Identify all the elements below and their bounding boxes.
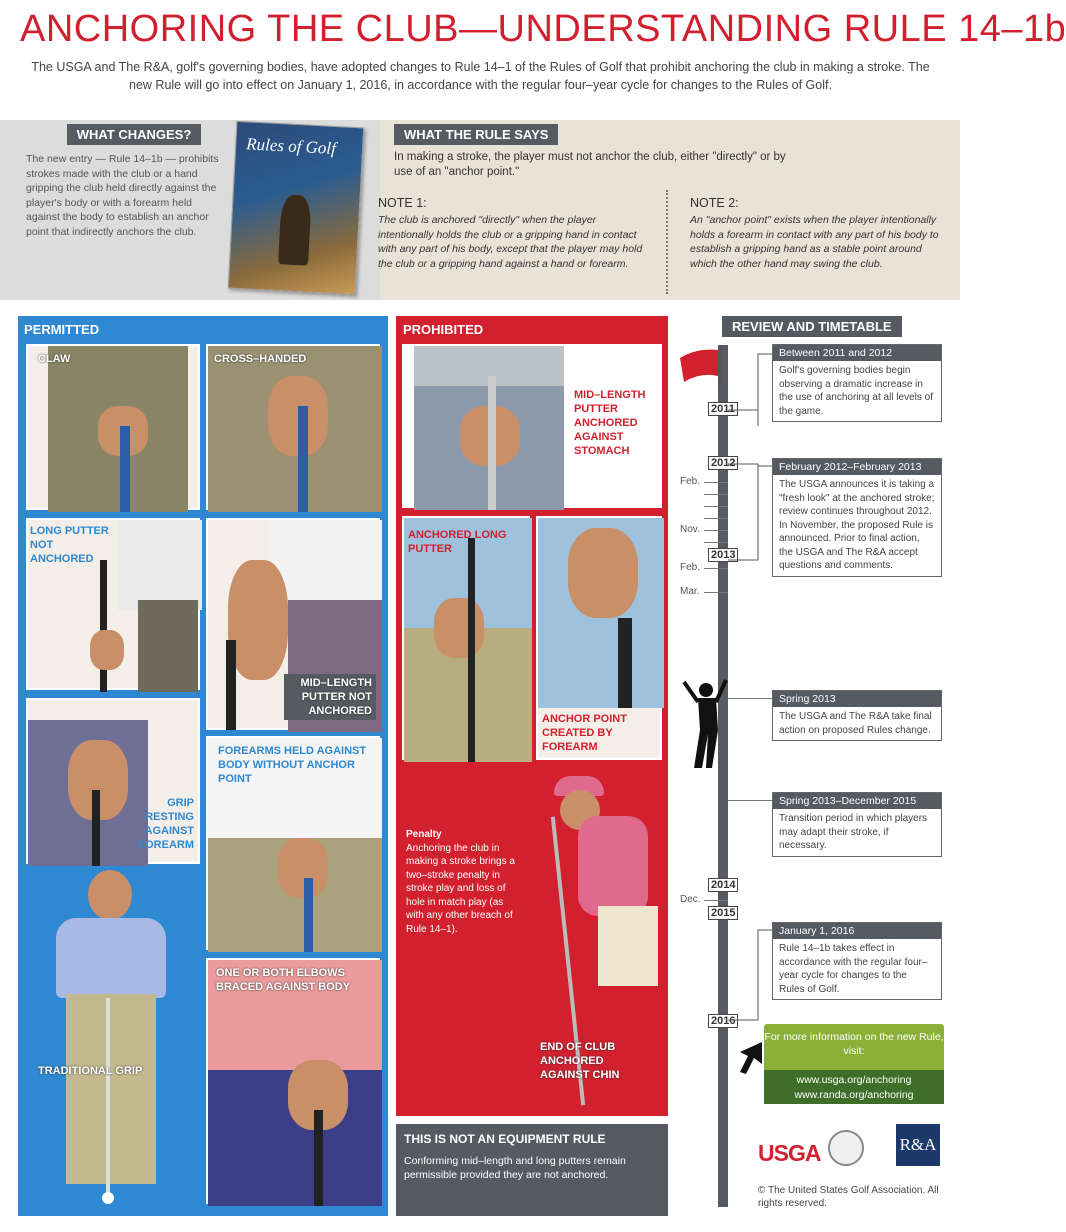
randa-link[interactable]: www.randa.org/anchoring bbox=[794, 1089, 914, 1101]
timeline-bracket-2 bbox=[728, 460, 776, 580]
event-text: Rule 14–1b takes effect in accordance with the regular four–year cycle for changes to the Rules of Golf. bbox=[779, 943, 928, 995]
event-heading: January 1, 2016 bbox=[773, 923, 941, 939]
note-2-label: NOTE 2: bbox=[690, 196, 739, 210]
equipment-heading: THIS IS NOT AN EQUIPMENT RULE bbox=[404, 1132, 606, 1146]
tick bbox=[704, 518, 728, 519]
cursor-arrow-icon bbox=[736, 1040, 766, 1076]
year-2012: 2012 bbox=[708, 456, 738, 470]
more-info-box bbox=[764, 1024, 944, 1104]
more-info-links bbox=[764, 1070, 944, 1104]
timeline-bracket-3 bbox=[728, 926, 776, 1026]
claw-caption: CLAW bbox=[38, 353, 71, 365]
equipment-box bbox=[396, 1124, 668, 1216]
month-nov-2012: Nov. bbox=[680, 524, 700, 535]
note-2 bbox=[690, 196, 940, 271]
timeline-pole bbox=[718, 345, 728, 1207]
tick bbox=[704, 542, 728, 543]
tick-dec bbox=[704, 900, 728, 901]
traditional-grip-caption: TRADITIONAL GRIP bbox=[38, 1065, 143, 1077]
cross-handed-photo bbox=[206, 344, 380, 510]
note-1 bbox=[378, 196, 648, 271]
connector-spring-2013 bbox=[728, 698, 772, 699]
what-changes-heading-wrap bbox=[52, 124, 216, 145]
penalty-heading: Penalty bbox=[406, 829, 442, 840]
intro-text: The USGA and The R&A, golf's governing bodies, have adopted changes to Rule 14–1 of the Rules of Golf that prohibit anchoring the club in making a stroke. The new Rule will go into effect on January 1, 2016, in accordance with the regular four–year cycle for changes to the Rules of Golf. bbox=[31, 60, 930, 92]
year-2013: 2013 bbox=[708, 548, 738, 562]
long-putter-caption: LONG PUTTER NOT ANCHORED bbox=[30, 525, 109, 565]
tick-mar bbox=[704, 592, 728, 593]
cross-handed-caption: CROSS–HANDED bbox=[214, 353, 307, 365]
rule-says-heading: WHAT THE RULE SAYS bbox=[394, 124, 558, 145]
penalty-text: Anchoring the club in making a stroke brings a two–stroke penalty in stroke play and loss of hole in match play (as with any other breach of Rule 14–1). bbox=[406, 842, 515, 935]
event-heading: Spring 2013–December 2015 bbox=[773, 793, 941, 809]
flag-icon bbox=[676, 346, 736, 390]
elbows-braced-photo bbox=[206, 958, 380, 1204]
month-dec-2015: Dec. bbox=[680, 894, 701, 905]
event-heading: Between 2011 and 2012 bbox=[773, 345, 941, 361]
copyright: © The United States Golf Association. All rights reserved. bbox=[758, 1185, 939, 1209]
usga-link[interactable]: www.usga.org/anchoring bbox=[796, 1074, 912, 1086]
rule-says-heading-wrap bbox=[394, 124, 558, 145]
traditional-grip-photo bbox=[26, 870, 200, 1214]
what-changes-text: The new entry — Rule 14–1b — prohibits strokes made with the club or a hand gripping the club held directly against the player's body or with a forearm held against the body to establish an anchor point that indirectly anchors the club. bbox=[26, 153, 219, 238]
event-text: The USGA announces it is taking a "fresh look" at the anchored stroke; review continues throughout 2012. In November, the proposed Rule is announced. Prior to final action, the USGA and The R&A accept questions and comments. bbox=[779, 479, 935, 571]
anchor-point-caption: ANCHOR POINT CREATED BY FOREARM bbox=[542, 713, 627, 753]
note-divider bbox=[666, 190, 668, 294]
tick-feb bbox=[704, 568, 728, 569]
month-mar-2013: Mar. bbox=[680, 586, 700, 597]
timeline-heading: REVIEW AND TIMETABLE bbox=[722, 316, 902, 337]
usga-seal-icon bbox=[828, 1130, 864, 1166]
chin-anchor-caption: END OF CLUB ANCHORED AGAINST CHIN bbox=[540, 1041, 620, 1081]
event-2016 bbox=[772, 922, 942, 1000]
mid-length-caption: MID–LENGTH PUTTER NOT ANCHORED bbox=[284, 674, 376, 720]
page-title: ANCHORING THE CLUB—UNDERSTANDING RULE 14–1b bbox=[20, 8, 1066, 50]
golfer-silhouette-icon bbox=[676, 674, 732, 770]
more-info-text: For more information on the new Rule, visit: bbox=[764, 1031, 944, 1057]
event-heading: Spring 2013 bbox=[773, 691, 941, 707]
penalty-block bbox=[406, 828, 518, 936]
equipment-text: Conforming mid–length and long putters remain permissible provided they are not anchored. bbox=[404, 1155, 626, 1181]
tick-feb bbox=[704, 482, 728, 483]
ra-logo: R&A bbox=[896, 1124, 940, 1166]
prohibited-label: PROHIBITED bbox=[403, 322, 484, 337]
usga-logo: USGA bbox=[758, 1140, 821, 1166]
tick-nov bbox=[704, 530, 728, 531]
event-heading: February 2012–February 2013 bbox=[773, 459, 941, 475]
claw-photo bbox=[26, 344, 200, 510]
event-transition bbox=[772, 792, 942, 857]
event-spring-2013 bbox=[772, 690, 942, 741]
permitted-label: PERMITTED bbox=[24, 322, 100, 337]
tick bbox=[704, 494, 728, 495]
grip-forearm-caption: GRIP RESTING AGAINST FOREARM bbox=[138, 797, 194, 851]
year-2015: 2015 bbox=[708, 906, 738, 920]
month-feb-2013: Feb. bbox=[680, 562, 701, 573]
month-feb-2012: Feb. bbox=[680, 476, 701, 487]
forearms-held-caption: FOREARMS HELD AGAINST BODY WITHOUT ANCHOR POINT bbox=[218, 745, 367, 785]
note-1-label: NOTE 1: bbox=[378, 196, 427, 210]
connector-transition bbox=[728, 800, 772, 801]
book-title: Rules of Golf bbox=[245, 134, 337, 158]
event-2011-2012 bbox=[772, 344, 942, 422]
elbows-braced-caption: ONE OR BOTH ELBOWS BRACED AGAINST BODY bbox=[216, 967, 351, 993]
golfer-figure bbox=[278, 194, 312, 265]
event-text: Transition period in which players may adapt their stroke, if necessary. bbox=[779, 813, 928, 851]
mid-length-anchored-caption: MID–LENGTH PUTTER ANCHORED AGAINST STOMACH bbox=[574, 389, 646, 457]
rules-of-golf-book bbox=[228, 121, 365, 295]
event-2012-2013 bbox=[772, 458, 942, 577]
note-2-text: An "anchor point" exists when the player intentionally holds a forearm in contact with any part of his body to establish a gripping hand as a stable point around which the other hand may swing the club. bbox=[690, 214, 939, 270]
event-text: The USGA and The R&A take final action on proposed Rules change. bbox=[779, 711, 932, 736]
timeline-heading-wrap bbox=[722, 316, 902, 337]
year-2014: 2014 bbox=[708, 878, 738, 892]
what-changes-heading: WHAT CHANGES? bbox=[67, 124, 202, 145]
event-text: Golf's governing bodies begin observing a dramatic increase in the use of anchoring at all levels of the game. bbox=[779, 365, 933, 417]
note-1-text: The club is anchored "directly" when the player intentionally holds the club or a gripping hand in contact with any part of his body, except that the player may hold the club or a gripping hand against a hand or forearm. bbox=[378, 214, 643, 270]
year-2011: 2011 bbox=[708, 402, 738, 416]
rule-says-text: In making a stroke, the player must not anchor the club, either "directly" or by use of an "anchor point." bbox=[394, 151, 786, 178]
year-2016: 2016 bbox=[708, 1014, 738, 1028]
tick bbox=[704, 506, 728, 507]
anchored-long-putter-caption: ANCHORED LONG PUTTER bbox=[408, 529, 507, 555]
